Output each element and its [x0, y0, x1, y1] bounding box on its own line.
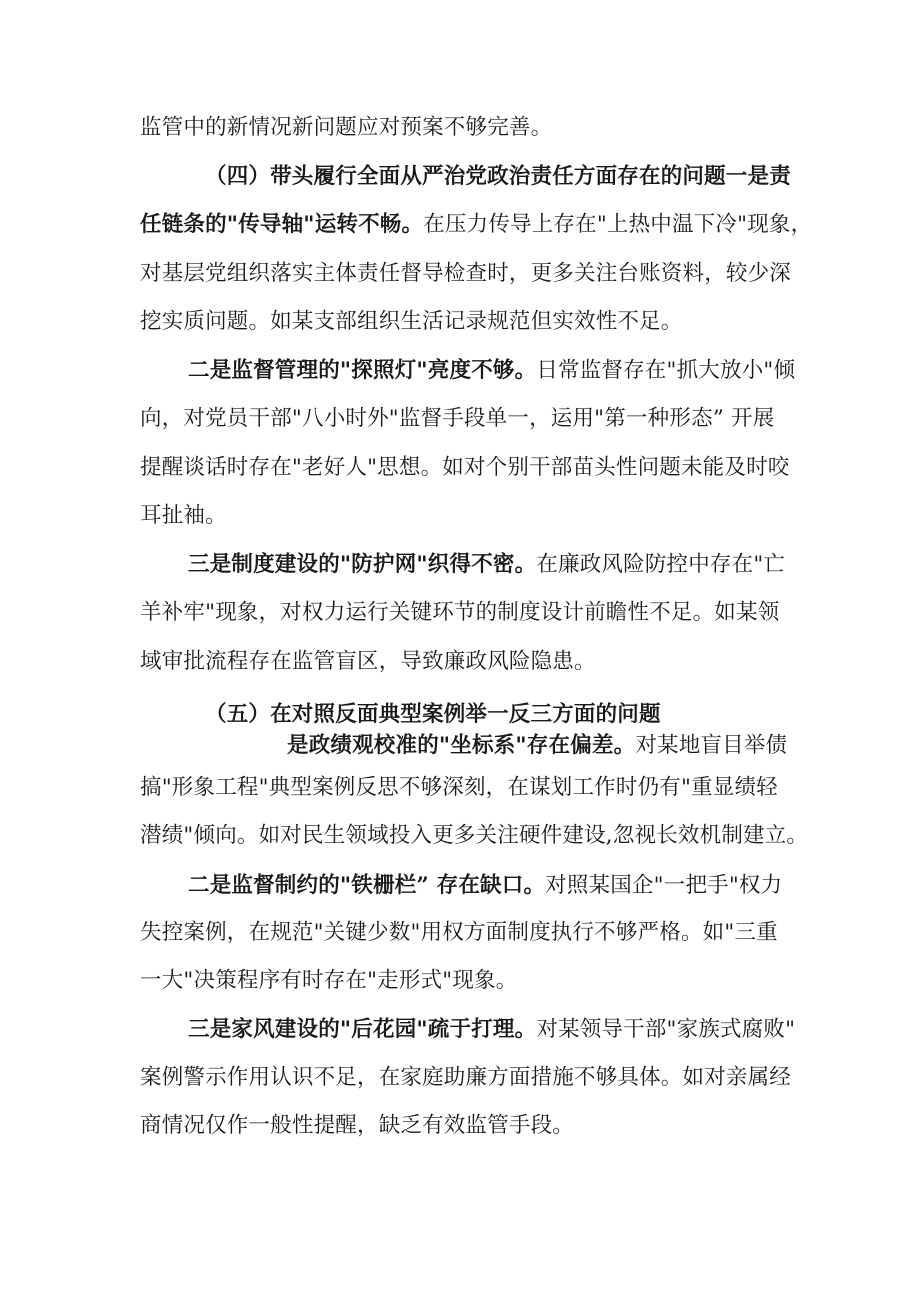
text-run: 一大"决策程序有时存在"走形式"现象。 [140, 968, 518, 993]
paragraph-start [188, 550, 838, 580]
text-line [140, 1063, 790, 1093]
text-line [140, 453, 790, 483]
text-line [140, 501, 790, 531]
text-line [140, 773, 790, 803]
text-run: 对某地盲目举债 [635, 733, 788, 758]
text-run: 搞"形象工程"典型案例反思不够深刻，在谋划工作时仍有"重显绩轻 [140, 775, 778, 800]
section-heading-5 [205, 700, 855, 730]
text-run: 域审批流程存在监管盲区，导致廉政风险隐患。 [140, 649, 596, 674]
text-line [140, 259, 790, 289]
text-line [140, 307, 790, 337]
text-run-bold: （四）带头履行全面从严治党政治责任方面存在的问题一是责 [205, 164, 791, 189]
paragraph-start [188, 356, 838, 386]
text-run: 对照某国企"一把手"权力 [545, 873, 783, 898]
text-line [140, 404, 790, 434]
text-run: 潜绩"倾向。如对民生领域投入更多关注硬件建设,忽视长效机制建立。 [140, 823, 809, 848]
text-line [140, 918, 790, 948]
paragraph-start [287, 731, 790, 761]
text-run: 在压力传导上存在"上热中温下冷"现象， [423, 212, 813, 237]
text-line [140, 598, 790, 628]
text-run: 挖实质问题。如某支部组织生活记录规范但实效性不足。 [140, 309, 683, 334]
paragraph-start [188, 1015, 838, 1045]
text-line [140, 1111, 790, 1141]
text-run-bold: 任链条的"传导轴"运转不畅。 [140, 212, 424, 237]
text-run: 提醒谈话时存在"老好人"思想。如对个别干部苗头性问题未能及时咬 [140, 455, 790, 480]
text-run: 日常监督存在"抓大放小"倾 [536, 358, 796, 383]
paragraph-start [188, 871, 838, 901]
text-run-bold: 是政绩观校准的"坐标系"存在偏差。 [287, 733, 636, 758]
text-run: 向，对党员干部"八小时外"监督手段单一，运用"第一种形态” 开展 [140, 406, 775, 431]
text-run: 案例警示作用认识不足，在家庭助廉方面措施不够具体。如对亲属经 [140, 1065, 792, 1090]
text-run: 对基层党组织落实主体责任督导检查时，更多关注台账资料，较少深 [140, 261, 792, 286]
text-run-bold: （五）在对照反面典型案例举一反三方面的问题 [205, 702, 661, 727]
text-run-bold: 二是监督管理的"探照灯"亮度不够。 [188, 358, 537, 383]
text-run: 羊补牢"现象，对权力运行关键环节的制度设计前瞻性不足。如某领 [140, 600, 780, 625]
text-run: 商情况仅作一般性提醒，缺乏有效监管手段。 [140, 1113, 575, 1138]
text-run: 耳扯袖。 [140, 503, 227, 528]
text-line [140, 821, 809, 851]
text-run-bold: 三是家风建设的"后花园"疏于打理。 [188, 1017, 537, 1042]
text-line [140, 966, 790, 996]
text-line [140, 113, 790, 143]
section-heading-4 [205, 162, 855, 192]
text-run: 在廉政风险防控中存在"亡 [536, 552, 786, 577]
text-run-bold: 二是监督制约的"铁栅栏” 存在缺口。 [188, 873, 546, 898]
text-run: 监管中的新情况新问题应对预案不够完善。 [140, 115, 553, 140]
text-run-bold: 三是制度建设的"防护网"织得不密。 [188, 552, 537, 577]
text-run: 失控案例，在规范"关键少数"用权方面制度执行不够严格。如"三重 [140, 920, 778, 945]
text-line [140, 210, 813, 240]
text-run: 对某领导干部"家族式腐败" [536, 1017, 796, 1042]
text-line [140, 647, 790, 677]
